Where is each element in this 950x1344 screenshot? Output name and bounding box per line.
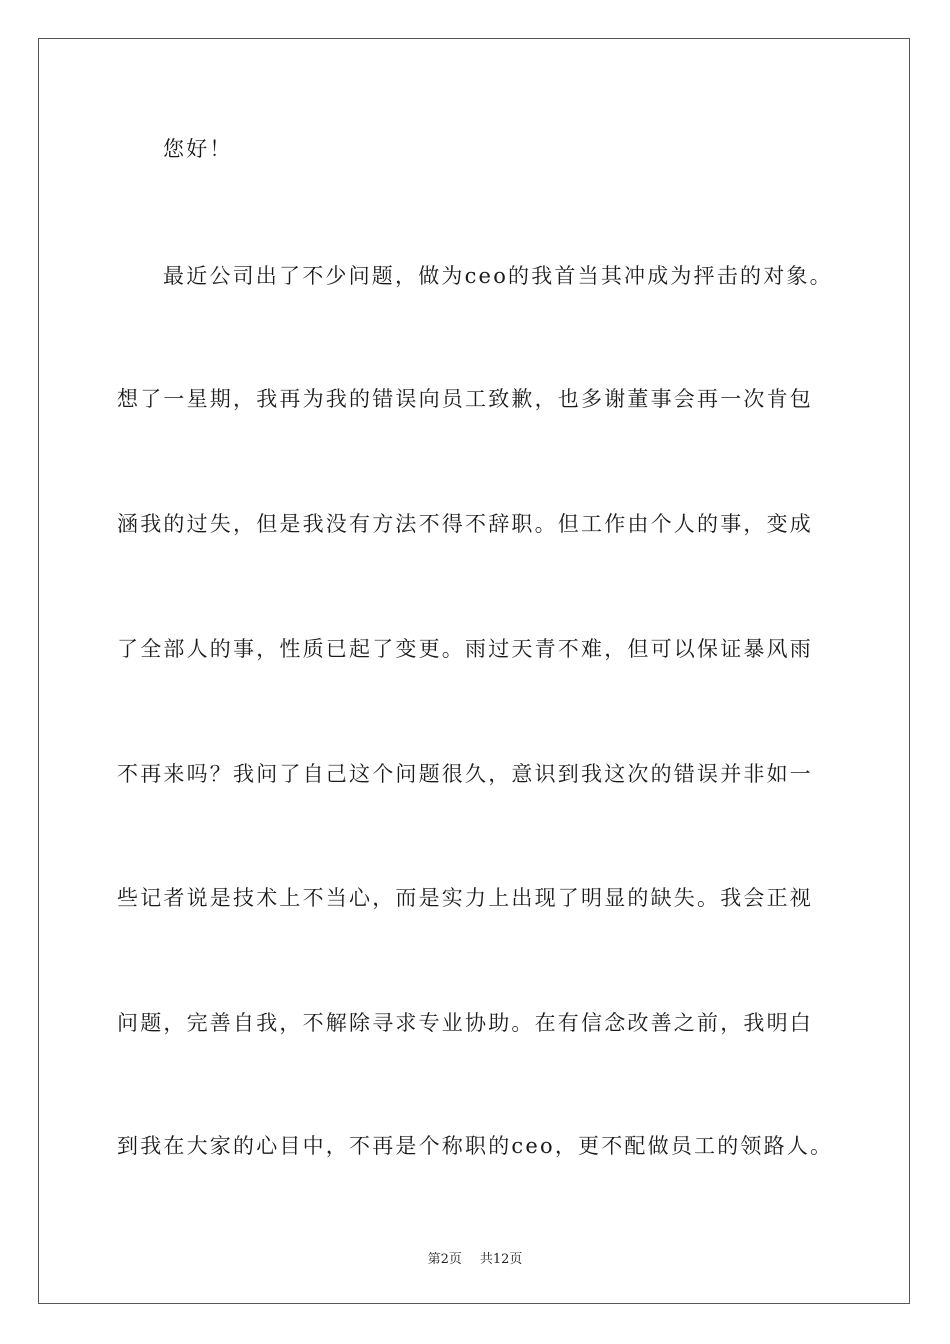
letter-line: 想了一星期，我再为我的错误向员工致歉，也多谢董事会再一次肯包: [117, 387, 813, 411]
page-total: 共12页: [479, 1252, 523, 1267]
letter-line: 涵我的过失，但是我没有方法不得不辞职。但工作由个人的事，变成: [117, 512, 813, 536]
page-border: [38, 38, 910, 1304]
letter-line: 最近公司出了不少问题，做为ceo的我首当其冲成为抨击的对象。: [163, 264, 833, 288]
letter-line: 不再来吗？我问了自己这个问题很久，意识到我这次的错误并非如一: [117, 762, 813, 786]
letter-line: 些记者说是技术上不当心，而是实力上出现了明显的缺失。我会正视: [117, 886, 813, 910]
page-number: 第2页: [427, 1252, 462, 1267]
page-footer: [0, 1248, 950, 1267]
letter-line: 到我在大家的心目中，不再是个称职的ceo，更不配做员工的领路人。: [117, 1134, 834, 1158]
letter-line: 问题，完善自我，不解除寻求专业协助。在有信念改善之前，我明白: [117, 1011, 813, 1035]
letter-greeting: 您好！: [163, 137, 233, 161]
letter-line: 了全部人的事，性质已起了变更。雨过天青不难，但可以保证暴风雨: [117, 637, 813, 661]
